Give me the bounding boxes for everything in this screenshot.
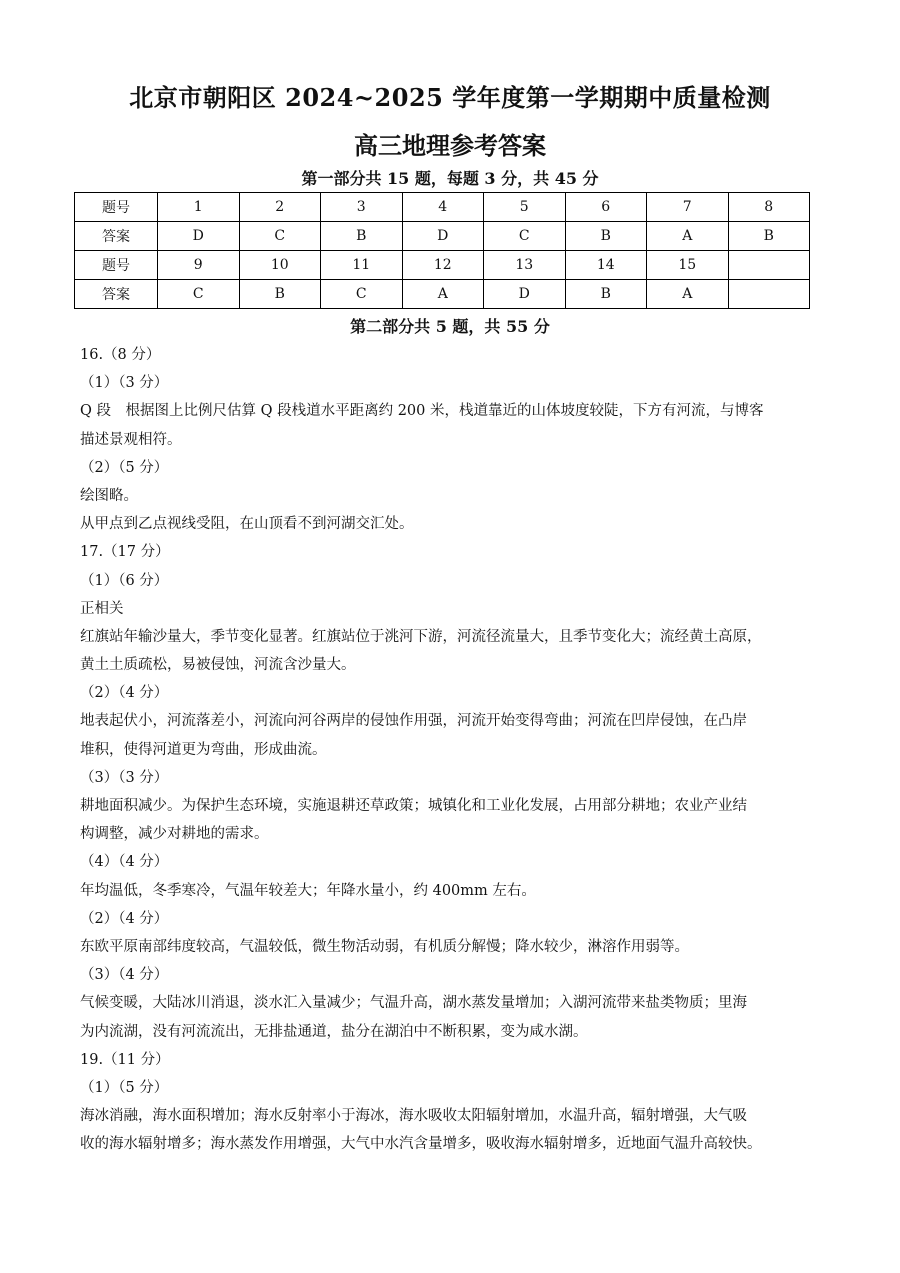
table-cell: A	[402, 280, 484, 309]
answer-line: 气候变暖，大陆冰川消退，淡水汇入量减少；气温升高，湖水蒸发量增加；入湖河流带来盐类物质；里海	[80, 995, 747, 1012]
answer-line: 从甲点到乙点视线受阻，在山顶看不到河湖交汇处。	[80, 516, 414, 533]
answer-line: 构调整，减少对耕地的需求。	[80, 826, 269, 843]
answer-table	[74, 192, 810, 309]
table-cell	[728, 280, 810, 309]
table-cell: A	[647, 280, 729, 309]
answer-line: 正相关	[80, 600, 124, 617]
row-label: 题号	[75, 251, 158, 280]
table-cell: 11	[321, 251, 403, 280]
table-cell: A	[647, 222, 729, 251]
table-cell: C	[321, 280, 403, 309]
answer-line: 19.（11 分）	[80, 1051, 170, 1068]
answer-line: 17.（17 分）	[80, 544, 170, 561]
table-cell	[728, 251, 810, 280]
table-cell: C	[158, 280, 240, 309]
table-cell: C	[239, 222, 321, 251]
answer-line: 绘图略。	[80, 487, 138, 504]
table-cell: D	[158, 222, 240, 251]
table-cell: B	[321, 222, 403, 251]
answer-line: 东欧平原南部纬度较高，气温较低，微生物活动弱，有机质分解慢；降水较少，淋溶作用弱等。	[80, 938, 689, 955]
table-row	[75, 280, 810, 309]
row-label: 题号	[75, 193, 158, 222]
table-cell: 15	[647, 251, 729, 280]
part2-heading: 第二部分共 5 题，共 55 分	[350, 317, 550, 336]
answer-line: 描述景观相符。	[80, 431, 182, 448]
table-cell: B	[239, 280, 321, 309]
table-cell: 12	[402, 251, 484, 280]
table-cell: 9	[158, 251, 240, 280]
table-row	[75, 193, 810, 222]
answer-line: （2）（4 分）	[80, 685, 169, 702]
row-label: 答案	[75, 280, 158, 309]
table-cell: 10	[239, 251, 321, 280]
answer-line: 堆积，使得河道更为弯曲，形成曲流。	[80, 741, 327, 758]
table-cell: 6	[565, 193, 647, 222]
table-row	[75, 222, 810, 251]
answer-line: （4）（4 分）	[80, 854, 169, 871]
document-title: 北京市朝阳区 2024~2025 学年度第一学期期中质量检测	[129, 83, 771, 112]
answer-line: 海冰消融，海水面积增加；海水反射率小于海冰，海水吸收太阳辐射增加，水温升高，辐射增强，大气吸	[80, 1108, 747, 1125]
table-cell: 14	[565, 251, 647, 280]
table-cell: B	[728, 222, 810, 251]
table-cell: 2	[239, 193, 321, 222]
answer-line: 耕地面积减少。为保护生态环境，实施退耕还草政策；城镇化和工业化发展，占用部分耕地；农业产业结	[80, 798, 747, 814]
table-cell: 4	[402, 193, 484, 222]
answer-line: （1）（5 分）	[80, 1079, 169, 1096]
answer-line: Q 段 根据图上比例尺估算 Q 段栈道水平距离约 200 米，栈道靠近的山体坡度较陡，下方有河流，与博客	[80, 403, 764, 420]
table-cell: D	[402, 222, 484, 251]
table-cell: B	[565, 280, 647, 309]
answer-line: 黄土土质疏松，易被侵蚀，河流含沙量大。	[80, 657, 356, 674]
answer-line: （1）（6 分）	[80, 572, 169, 589]
answer-line: 红旗站年输沙量大，季节变化显著。红旗站位于洮河下游，河流径流量大，且季节变化大；流经黄土高原，	[80, 628, 762, 645]
table-cell: 5	[484, 193, 566, 222]
table-cell: 7	[647, 193, 729, 222]
table-cell: B	[565, 222, 647, 251]
table-cell: 1	[158, 193, 240, 222]
answer-line: （2）（5 分）	[80, 459, 169, 476]
table-cell: D	[484, 280, 566, 309]
answer-line: 收的海水辐射增多；海水蒸发作用增强，大气中水汽含量增多，吸收海水辐射增多，近地面气温升高较快。	[80, 1136, 762, 1153]
table-row	[75, 251, 810, 280]
answer-line: 为内流湖，没有河流流出，无排盐通道，盐分在湖泊中不断积累，变为咸水湖。	[80, 1023, 588, 1040]
part1-heading: 第一部分共 15 题，每题 3 分，共 45 分	[301, 169, 599, 188]
table-cell: 8	[728, 193, 810, 222]
table-cell: 13	[484, 251, 566, 280]
document-subtitle: 高三地理参考答案	[354, 131, 546, 160]
row-label: 答案	[75, 222, 158, 251]
table-cell: C	[484, 222, 566, 251]
answer-line: 地表起伏小，河流落差小，河流向河谷两岸的侵蚀作用强，河流开始变得弯曲；河流在凹岸侵蚀，在凸岸	[80, 713, 747, 730]
answer-line: 年均温低，冬季寒冷，气温年较差大；年降水量小，约 400mm 左右。	[80, 882, 536, 899]
answer-line: （3）（3 分）	[80, 769, 169, 786]
part2-answers	[80, 341, 822, 1158]
answer-line: （2）（4 分）	[80, 910, 169, 927]
answer-line: （1）（3 分）	[80, 375, 169, 392]
answer-line: （3）（4 分）	[80, 967, 169, 984]
table-cell: 3	[321, 193, 403, 222]
answer-line: 16.（8 分）	[80, 347, 161, 363]
